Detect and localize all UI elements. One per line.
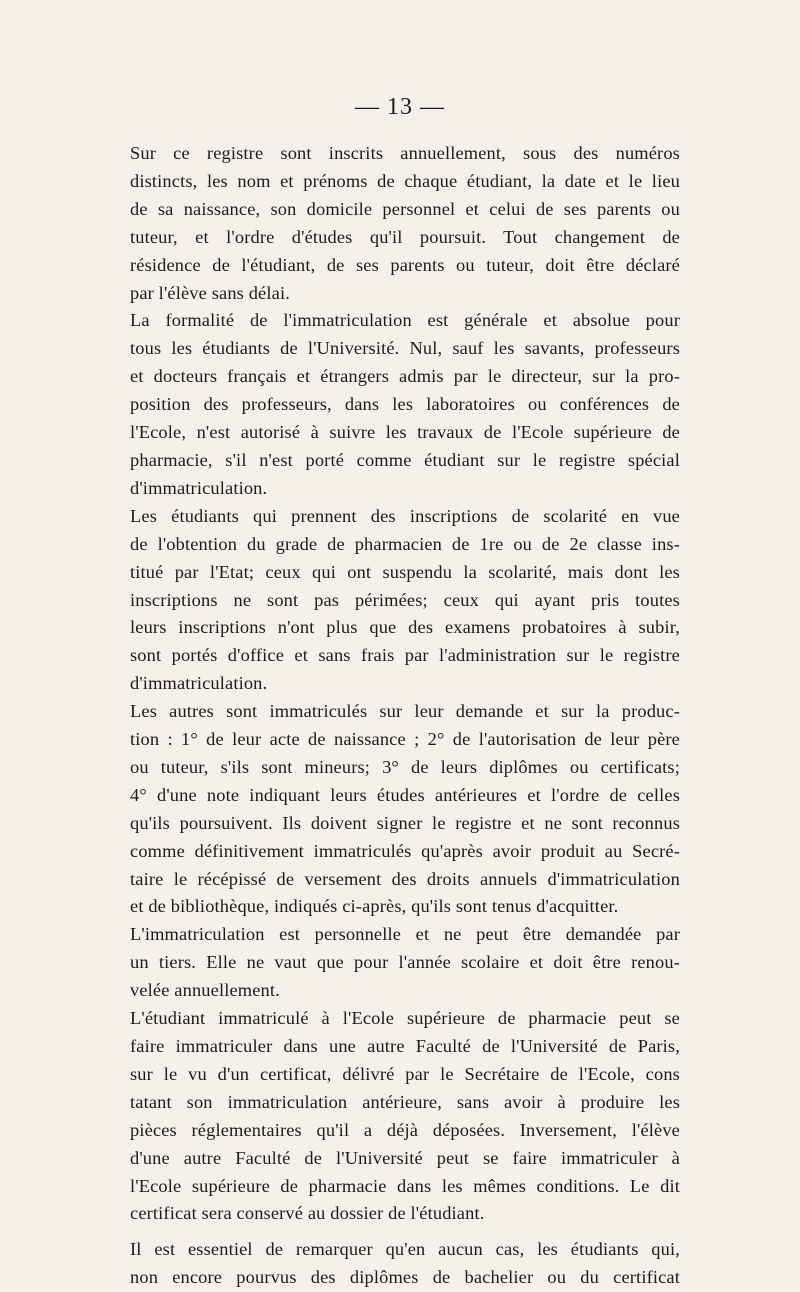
text-line: par l'élève sans délai. (130, 282, 290, 303)
paragraph-autre-faculte (110, 1005, 680, 1228)
text-line: tion : 1° de leur acte de naissance ; 2° de l'autorisation de leur père (130, 729, 680, 750)
text-line: certificat sera conservé au dossier de l'étudiant. (130, 1203, 485, 1224)
text-line: pharmacie, s'il n'est porté comme étudiant sur le registre spécial (130, 449, 680, 470)
text-line: d'une autre Faculté de l'Université peut se faire immatriculer à (130, 1147, 680, 1168)
text-line: tatant son immatriculation antérieure, sans avoir à produire les (130, 1091, 680, 1112)
paragraph-remarque (110, 1236, 680, 1292)
text-line: position des professeurs, dans les laboratoires ou conférences de (130, 394, 680, 415)
text-line: de l'obtention du grade de pharmacien de 1re ou de 2e classe ins- (130, 533, 680, 554)
paragraph-autres (110, 698, 680, 921)
page-number: — 13 — (355, 94, 445, 120)
text-line: Sur ce registre sont inscrits annuellement, sous des numéros (130, 143, 680, 163)
text-line: l'Ecole, n'est autorisé à suivre les travaux de l'Ecole supérieure de (130, 422, 680, 443)
text-line: taire le récépissé de versement des droits annuels d'immatriculation (130, 868, 680, 889)
text-line: Les autres sont immatriculés sur leur demande et sur la produc- (130, 701, 680, 722)
text-line: pièces réglementaires qu'il a déjà déposées. Inversement, l'élève (130, 1119, 680, 1140)
text-line: La formalité de l'immatriculation est générale et absolue pour (130, 310, 680, 331)
text-line: comme définitivement immatriculés qu'après avoir produit au Secré- (130, 840, 680, 861)
text-line: et de bibliothèque, indiqués ci-après, qu'ils sont tenus d'acquitter. (130, 896, 619, 917)
text-line: et docteurs français et étrangers admis par le directeur, sur la pro- (130, 366, 680, 387)
text-line: sont portés d'office et sans frais par l'administration sur le registre (130, 645, 680, 666)
text-line: ou tuteur, s'ils sont mineurs; 3° de leurs diplômes ou certificats; (130, 756, 680, 777)
text-line: Les étudiants qui prennent des inscriptions de scolarité en vue (130, 505, 680, 526)
paragraph-registre (110, 140, 680, 307)
paragraph-inscriptions (110, 503, 680, 698)
text-line: tuteur, et l'ordre d'études qu'il poursuit. Tout changement de (130, 226, 680, 247)
text-line: résidence de l'étudiant, de ses parents ou tuteur, doit être déclaré (130, 254, 680, 275)
text-line: 4° d'une note indiquant leurs études antérieures et l'ordre de celles (130, 784, 680, 805)
text-line: faire immatriculer dans une autre Faculté de l'Université de Paris, (130, 1036, 680, 1056)
text-line: sur le vu d'un certificat, délivré par le Secrétaire de l'Ecole, cons (130, 1063, 680, 1084)
text-line: L'étudiant immatriculé à l'Ecole supérieure de pharmacie peut se (130, 1008, 680, 1029)
text-line: L'immatriculation est personnelle et ne peut être demandée par (130, 924, 680, 945)
text-line: l'Ecole supérieure de pharmacie dans les mêmes conditions. Le dit (130, 1175, 680, 1196)
text-line: leurs inscriptions n'ont plus que des examens probatoires à subir, (130, 617, 680, 638)
paragraph-personnelle (110, 921, 680, 1005)
text-line: velée annuellement. (130, 980, 280, 1001)
text-line: non encore pourvus des diplômes de bachelier ou du certificat (130, 1267, 680, 1288)
text-line: d'immatriculation. (130, 477, 268, 498)
text-line: qu'ils poursuivent. Ils doivent signer le registre et ne sont reconnus (130, 812, 680, 833)
text-line: inscriptions ne sont pas périmées; ceux qui ayant pris toutes (130, 589, 680, 610)
text-line: de sa naissance, son domicile personnel et celui de ses parents ou (130, 198, 680, 219)
text-line: distincts, les nom et prénoms de chaque étudiant, la date et le lieu (130, 170, 680, 191)
text-line: tous les étudiants de l'Université. Nul, sauf les savants, professeurs (130, 338, 680, 359)
text-line: un tiers. Elle ne vaut que pour l'année scolaire et doit être renou- (130, 952, 680, 973)
body-text (110, 140, 680, 1292)
paragraph-formalite (110, 307, 680, 502)
text-line: Il est essentiel de remarquer qu'en aucun cas, les étudiants qui, (130, 1239, 680, 1260)
text-line: titué par l'Etat; ceux qui ont suspendu la scolarité, mais dont les (130, 561, 680, 582)
text-line: d'immatriculation. (130, 673, 268, 694)
